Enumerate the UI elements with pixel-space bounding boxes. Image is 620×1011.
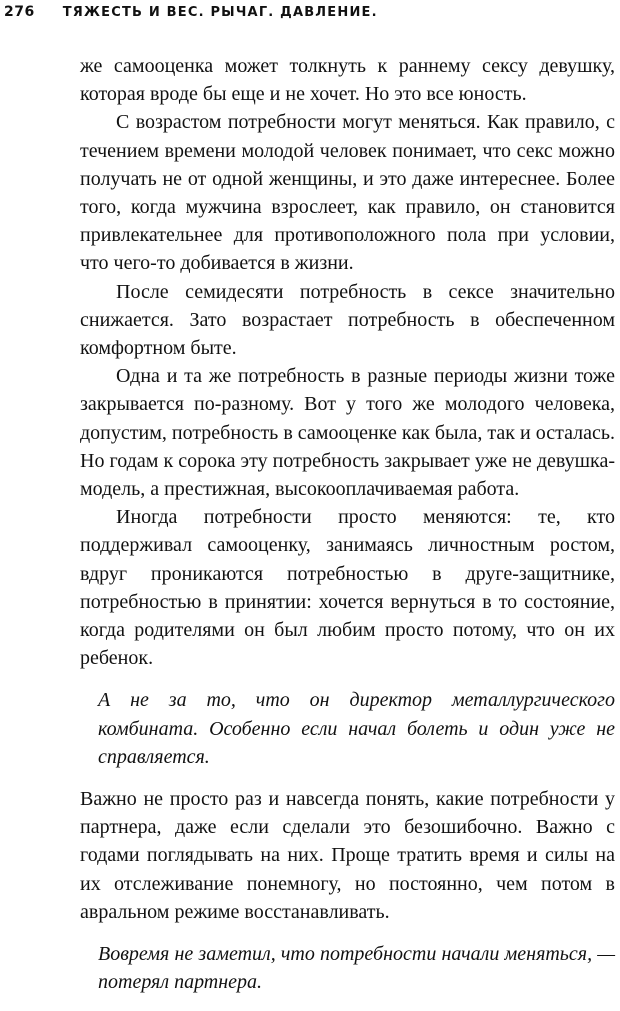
body-text	[80, 52, 615, 1011]
paragraph: Одна и та же потребность в разные периоды жизни тоже закрывается по-разному. Вот у того же молодого человека, допустим, потребность в самооценке как была, так и осталась. Но годам к сорока эту потребность закрывает уже не девушка-модель, а престижная, высокооплачиваемая работа.	[80, 365, 615, 501]
paragraph: Иногда потребности просто меняются: те, кто поддерживал самооценку, занимаясь личностным ростом, вдруг проникаются потребностью в друге-защитнике, потребностью в принятии: хочется вернуться в то состояние, когда родителями он был любим просто потому, что он их ребенок.	[80, 506, 615, 670]
paragraph: С возрастом потребности могут меняться. Как правило, с течением времени молодой человек понимает, что секс можно получать не от одной женщины, и это даже интереснее. Более того, когда мужчина взрослеет, как правило, он становится привлекательнее для противоположного пола при условии, что чего-то добивается в жизни.	[80, 111, 615, 275]
paragraph: же самооценка может толкнуть к раннему сексу девушку, которая вроде бы еще и не хочет. Но это все юность.	[80, 55, 615, 106]
italic-aside: А не за то, что он директор металлургического комбината. Особенно если начал болеть и один уже не справляется.	[98, 689, 615, 768]
paragraph: Важно не просто раз и навсегда понять, какие потребности у партнера, даже если сделали это безошибочно. Важно с годами поглядывать на них. Проще тратить время и силы на их отслеживание понемногу, но постоянно, чем потом в авральном режиме восстанавливать.	[80, 788, 615, 923]
italic-aside: Вовремя не заметил, что потребности начали меняться, — потерял партнера.	[98, 943, 615, 994]
page-number: 276	[4, 4, 35, 20]
running-title: ТЯЖЕСТЬ И ВЕС. РЫЧАГ. ДАВЛЕНИЕ.	[62, 5, 378, 20]
running-head	[4, 4, 378, 20]
paragraph: После семидесяти потребность в сексе значительно снижается. Зато возрастает потребность в обеспеченном комфортном быте.	[80, 280, 615, 360]
